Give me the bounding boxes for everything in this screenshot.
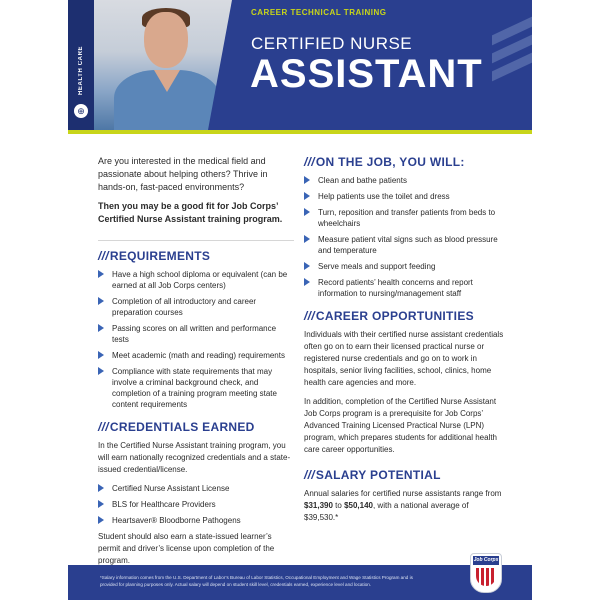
triangle-bullet-icon <box>98 367 104 375</box>
requirements-heading: ///REQUIREMENTS <box>98 249 211 263</box>
on-the-job-list <box>304 175 504 299</box>
list-item: Passing scores on all written and performance tests <box>98 323 294 345</box>
salary-high: $50,140 <box>344 501 373 510</box>
credentials-outro: Student should also earn a state-issued learner’s permit and driver’s license upon completion of the program. <box>98 532 275 565</box>
right-column <box>304 155 504 524</box>
footer <box>68 565 532 600</box>
salary-low: $31,390 <box>304 501 333 510</box>
credentials-heading: ///CREDENTIALS EARNED <box>98 420 255 434</box>
accent-bar <box>68 130 532 134</box>
list-item: Clean and bathe patients <box>304 175 504 186</box>
side-strip <box>68 0 94 130</box>
list-item: Meet academic (math and reading) requirements <box>98 350 294 361</box>
salary-heading: ///SALARY POTENTIAL <box>304 468 441 482</box>
list-item: Record patients’ health concerns and report information to nursing/management staff <box>304 277 504 299</box>
triangle-bullet-icon <box>98 500 104 508</box>
footer-note: *Salary information comes from the U.S. Department of Labor’s Bureau of Labor Statistics, Occupational Employment and Wage Statistics Program and is provided for planning purposes only. Actual salary will depend on student skill level, credentials earned, experience level and location. <box>100 575 413 587</box>
list-item: Compliance with state requirements that may involve a criminal background check, and completion of a training program meeting state content requirements <box>98 366 294 410</box>
career-opportunities-heading: ///CAREER OPPORTUNITIES <box>304 309 474 323</box>
credentials-intro: In the Certified Nurse Assistant training program, you will earn nationally recognized credentials and a state-issued credential/license. <box>98 441 291 474</box>
triangle-bullet-icon <box>98 484 104 492</box>
decorative-stripes <box>492 26 532 86</box>
divider <box>98 240 294 241</box>
flyer-page <box>68 0 532 600</box>
header-banner <box>68 0 532 130</box>
list-item: Help patients use the toilet and dress <box>304 191 504 202</box>
triangle-bullet-icon <box>304 192 310 200</box>
title-line-1: CERTIFIED NURSE <box>251 34 413 53</box>
list-item: BLS for Healthcare Providers <box>98 499 294 510</box>
intro-text: Are you interested in the medical field and passionate about helping others? Thrive in hands-on, fast-paced environments? <box>98 156 268 192</box>
globe-icon: ⊕ <box>74 104 88 118</box>
credentials-list <box>98 483 294 526</box>
triangle-bullet-icon <box>304 235 310 243</box>
triangle-bullet-icon <box>98 324 104 332</box>
category-label: CAREER TECHNICAL TRAINING <box>251 8 387 17</box>
list-item: Serve meals and support feeding <box>304 261 504 272</box>
career-para-2: In addition, completion of the Certified Nurse Assistant Job Corps program is a prerequisite for Job Corps’ Advanced Training Licensed Practical Nurse (LPN) program, which prepares students for additional health care career opportunities. <box>304 397 497 454</box>
list-item: Measure patient vital signs such as blood pressure and temperature <box>304 234 504 256</box>
intro-bold-text: Then you may be a good fit for Job Corps’ Certified Nurse Assistant training program. <box>98 201 283 224</box>
logo-text: Job Corps <box>473 557 499 563</box>
triangle-bullet-icon <box>304 262 310 270</box>
triangle-bullet-icon <box>98 270 104 278</box>
career-para-1: Individuals with their certified nurse assistant credentials often go on to earn their licensed practical nurse or registered nurse credentials and go on to work in hospitals, senior living facilities, school, clinics, home health care agencies and more. <box>304 330 504 387</box>
logo-stripes <box>476 568 496 586</box>
triangle-bullet-icon <box>304 176 310 184</box>
salary-text: Annual salaries for certified nurse assistants range from $31,390 to $50,140, with a national average of $39,530.* <box>304 489 502 522</box>
list-item: Turn, reposition and transfer patients from beds to wheelchairs <box>304 207 504 229</box>
side-category-label: HEALTH CARE <box>78 45 84 95</box>
list-item: Have a high school diploma or equivalent (can be earned at all Job Corps centers) <box>98 269 294 291</box>
triangle-bullet-icon <box>98 297 104 305</box>
triangle-bullet-icon <box>98 351 104 359</box>
list-item: Completion of all introductory and career preparation courses <box>98 296 294 318</box>
on-the-job-heading: ///ON THE JOB, YOU WILL: <box>304 155 465 169</box>
triangle-bullet-icon <box>304 278 310 286</box>
left-column <box>98 155 294 567</box>
title-line-2: ASSISTANT <box>250 52 483 96</box>
list-item: Certified Nurse Assistant License <box>98 483 294 494</box>
list-item: Heartsaver® Bloodborne Pathogens <box>98 515 294 526</box>
requirements-list <box>98 269 294 410</box>
job-corps-logo <box>470 553 502 593</box>
triangle-bullet-icon <box>98 516 104 524</box>
triangle-bullet-icon <box>304 208 310 216</box>
